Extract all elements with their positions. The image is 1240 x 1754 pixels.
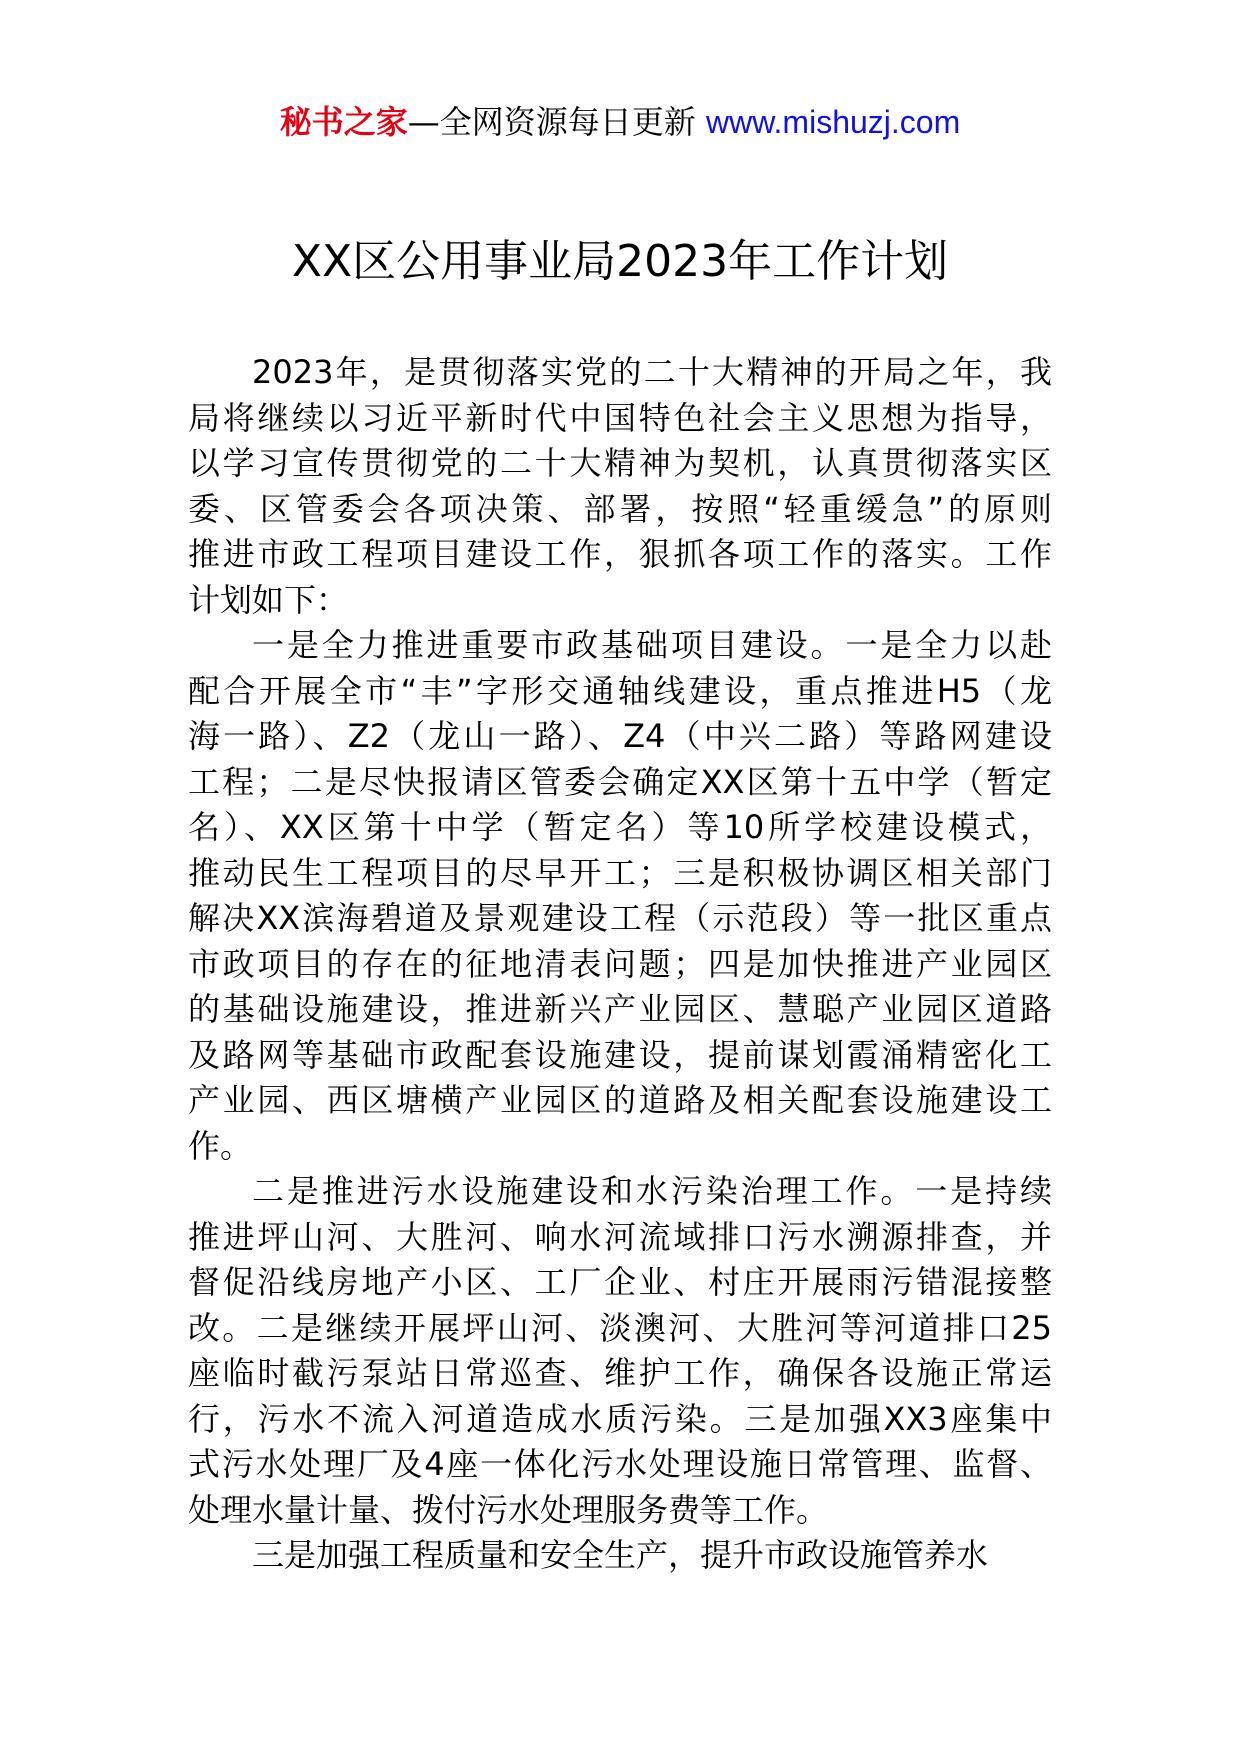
paragraph-line: 2023年，是贯彻落实党的二十大精神的开局之年，我 <box>252 353 1052 391</box>
paragraph-line: 解决XX滨海碧道及景观建设工程（示范段）等一批区重点 <box>188 899 1052 937</box>
paragraph-line: 以学习宣传贯彻党的二十大精神为契机，认真贯彻落实区 <box>188 444 1052 482</box>
paragraph-line: 的基础设施建设，推进新兴产业园区、慧聪产业园区道路 <box>188 990 1052 1028</box>
document-title: XX区公用事业局2023年工作计划 <box>291 236 949 287</box>
paragraph-line: 改。二是继续开展坪山河、淡澳河、大胜河等河道排口25 <box>188 1308 1052 1347</box>
brand-name: 秘书之家 <box>279 103 408 141</box>
paragraph-line: 督促沿线房地产小区、工厂企业、村庄开展雨污错混接整 <box>188 1263 1052 1301</box>
paragraph-line: 名）、XX区第十中学（暂定名）等10所学校建设模式， <box>188 808 1052 846</box>
paragraph-line: 推进坪山河、大胜河、响水河流域排口污水溯源排查，并 <box>188 1217 1052 1256</box>
paragraph-line: 产业园、西区塘横产业园区的道路及相关配套设施建设工 <box>188 1081 1052 1119</box>
header-slogan: —全网资源每日更新 <box>407 103 706 141</box>
paragraph-line: 及路网等基础市政配套设施建设，提前谋划霞涌精密化工 <box>188 1035 1052 1074</box>
paragraph <box>188 350 1052 623</box>
paragraph-line: 作。 <box>188 1126 253 1165</box>
paragraph-line: 推进市政工程项目建设工作，狠抓各项工作的落实。工作 <box>188 535 1052 573</box>
paragraph-line: 工程；二是尽快报请区管委会确定XX区第十五中学（暂定 <box>188 762 1052 801</box>
document-body <box>188 350 1052 1579</box>
paragraph <box>188 1169 1052 1533</box>
paragraph-line: 局将继续以习近平新时代中国特色社会主义思想为指导， <box>188 398 1052 437</box>
paragraph-line: 行，污水不流入河道造成水质污染。三是加强XX3座集中 <box>188 1399 1052 1438</box>
site-header <box>0 100 1240 144</box>
paragraph <box>188 623 1052 1169</box>
paragraph-line: 三是加强工程质量和安全生产，提升市政设施管养水 <box>252 1536 989 1574</box>
paragraph-line: 配合开展全市“丰”字形交通轴线建设，重点推进H5（龙 <box>188 671 1052 710</box>
paragraph-line: 推动民生工程项目的尽早开工；三是积极协调区相关部门 <box>188 853 1052 892</box>
paragraph-line: 座临时截污泵站日常巡查、维护工作，确保各设施正常运 <box>188 1354 1052 1392</box>
paragraph-line: 一是全力推进重要市政基础项目建设。一是全力以赴 <box>252 626 1052 664</box>
paragraph-line: 委、区管委会各项决策、部署，按照“轻重缓急”的原则 <box>188 489 1052 528</box>
paragraph-line: 市政项目的存在的征地清表问题；四是加快推进产业园区 <box>188 944 1052 983</box>
site-url[interactable]: www.mishuzj.com <box>705 104 961 140</box>
paragraph-line: 式污水处理厂及4座一体化污水处理设施日常管理、监督、 <box>188 1445 1052 1483</box>
paragraph-line: 海一路）、Z2（龙山一路）、Z4（中兴二路）等路网建设 <box>188 717 1052 755</box>
paragraph-line: 二是推进污水设施建设和水污染治理工作。一是持续 <box>252 1172 1052 1210</box>
paragraph-line: 处理水量计量、拨付污水处理服务费等工作。 <box>188 1490 829 1529</box>
paragraph-line: 计划如下： <box>188 580 349 619</box>
paragraph <box>188 1533 1052 1579</box>
